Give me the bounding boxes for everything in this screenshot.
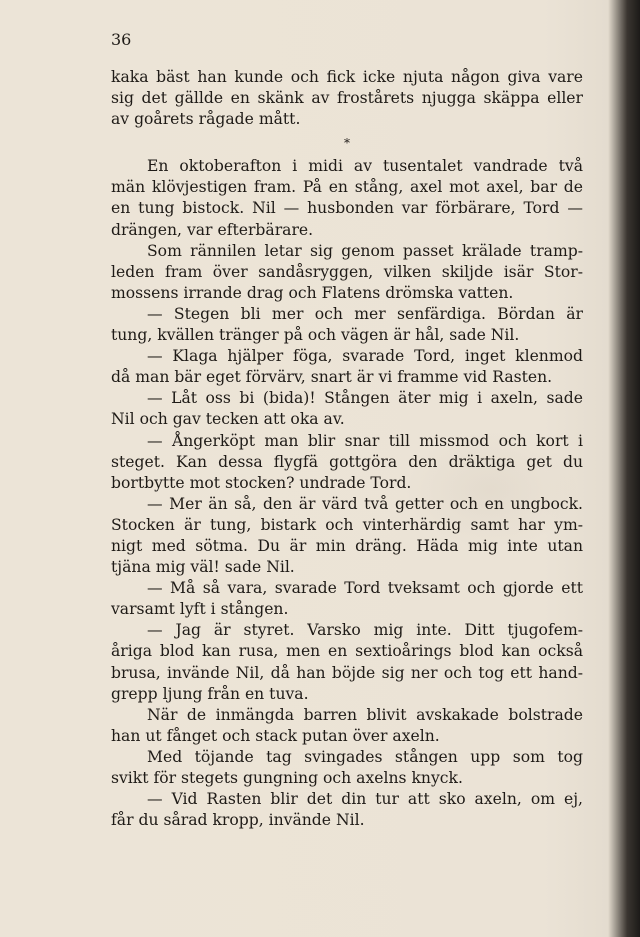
paragraph	[111, 67, 583, 130]
text-line: drängen, var efterbärare.	[111, 220, 314, 239]
text-line: Stocken är tung, bistark och vinterhärdig samt har ym-	[111, 515, 583, 534]
paragraph	[111, 578, 583, 620]
text-line: — Jag är styret. Varsko mig inte. Ditt tjugofem-	[147, 621, 583, 640]
text-line: — Ångerköpt man blir snar till missmod och kort i	[147, 431, 583, 450]
paragraph	[111, 431, 583, 494]
text-line: svikt för stegets gungning och axelns knyck.	[111, 769, 463, 787]
text-line: kaka bäst han kunde och fick icke njuta någon giva vare	[111, 68, 583, 86]
text-line: då man bär eget förvärv, snart är vi framme vid Rasten.	[111, 368, 553, 387]
paragraph	[111, 789, 583, 831]
paragraph	[111, 388, 583, 430]
text-line: leden fram över sandåsryggen, vilken skiljde isär Stor-	[111, 262, 583, 281]
text-line: av goårets rågade mått.	[111, 110, 301, 129]
paragraph	[111, 494, 583, 578]
text-line: Nil och gav tecken att oka av.	[111, 410, 345, 429]
paragraph	[111, 241, 583, 304]
text-line: — Må så vara, svarade Tord tveksamt och gjorde ett	[147, 579, 583, 598]
text-line: — Mer än så, den är värd två getter och en ungbock.	[147, 494, 583, 513]
text-line: En oktoberafton i midi av tusentalet vandrade två	[147, 157, 583, 176]
body-text	[111, 67, 583, 831]
paragraph	[111, 304, 583, 346]
text-line: han ut fånget och stack putan över axeln.	[111, 726, 440, 745]
text-line: När de inmängda barren blivit avskakade bolstrade	[147, 705, 583, 724]
text-line: nigt med sötma. Du är min dräng. Häda mig inte utan	[111, 536, 583, 555]
text-line: brusa, invände Nil, då han böjde sig ner och tog ett hand-	[111, 663, 583, 682]
text-line: steget. Kan dessa flygfä gottgöra den dräktiga get du	[111, 452, 583, 471]
text-line: får du sårad kropp, invände Nil.	[111, 811, 365, 830]
text-line: Med töjande tag svingades stången upp som tog	[147, 747, 583, 766]
paragraph	[111, 705, 583, 747]
text-line: män klövjestigen fram. På en stång, axel mot axel, bar de	[111, 178, 583, 197]
text-line: sig det gällde en skänk av frostårets njugga skäppa eller	[111, 89, 583, 108]
page-number: 36	[111, 30, 132, 49]
paragraph	[111, 620, 583, 704]
paragraph	[111, 346, 583, 388]
text-line: en tung bistock. Nil — husbonden var förbärare, Tord —	[111, 199, 583, 218]
text-line: — Vid Rasten blir det din tur att sko axeln, om ej,	[147, 790, 583, 809]
text-line: tjäna mig väl! sade Nil.	[111, 558, 295, 577]
text-line: grepp ljung från en tuva.	[111, 684, 309, 703]
text-line: — Stegen bli mer och mer senfärdiga. Bördan är	[147, 304, 583, 323]
text-line: — Klaga hjälper föga, svarade Tord, inget klenmod	[147, 347, 583, 366]
section-separator: *	[344, 136, 350, 151]
text-line: — Låt oss bi (bida)! Stången äter mig i axeln, sade	[147, 389, 583, 408]
text-line: åriga blod kan rusa, men en sextioårings blod kan också	[111, 642, 583, 661]
text-line: mossens irrande drag och Flatens drömska vatten.	[111, 283, 514, 302]
paragraph	[111, 156, 583, 240]
text-line: tung, kvällen tränger på och vägen är hål, sade Nil.	[111, 326, 520, 345]
text-line: Som rännilen letar sig genom passet krälade tramp-	[147, 241, 583, 260]
paragraph	[111, 747, 583, 789]
text-line: varsamt lyft i stången.	[111, 600, 289, 619]
text-line: bortbytte mot stocken? undrade Tord.	[111, 473, 412, 492]
